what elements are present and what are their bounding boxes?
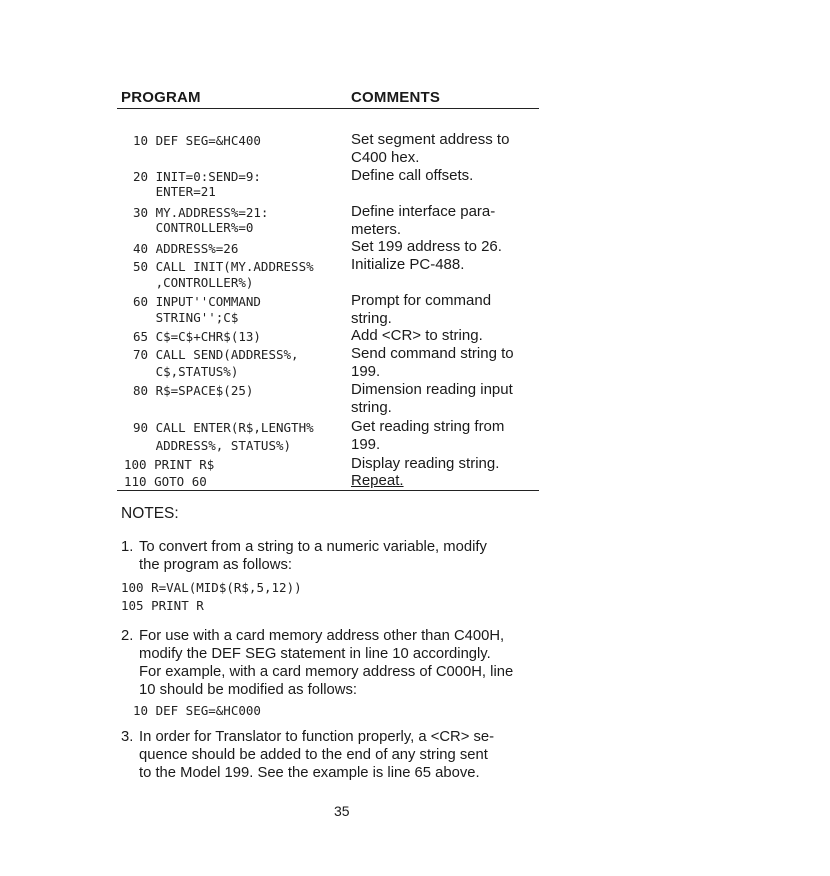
note-3-line-1: In order for Translator to function properly, a <CR> se- — [139, 729, 495, 745]
note-3-number: 3. — [121, 729, 134, 745]
note-1-code-1: 100 R=VAL(MID$(R$,5,12)) — [121, 580, 302, 595]
note-2-line-2: modify the DEF SEG statement in line 10 accordingly. — [139, 646, 491, 662]
code-line-20a: 20 INIT=0:SEND=9: — [133, 169, 261, 184]
note-2-line-3: For example, with a card memory address of C000H, line — [139, 664, 514, 680]
code-line-65: 65 C$=C$+CHR$(13) — [133, 329, 261, 344]
comment-line-100: Display reading string. — [351, 455, 500, 472]
code-line-20b: ENTER=21 — [133, 184, 216, 199]
comment-line-110: Repeat. — [351, 472, 404, 489]
comment-line-60a: Prompt for command — [351, 292, 492, 309]
table-bottom-rule — [117, 490, 539, 491]
code-line-60a: 60 INPUT''COMMAND — [133, 294, 261, 309]
comments-column-header: COMMENTS — [351, 89, 441, 106]
code-line-90a: 90 CALL ENTER(R$,LENGTH% — [133, 420, 314, 435]
notes-title: NOTES: — [121, 505, 179, 522]
code-line-80: 80 R$=SPACE$(25) — [133, 383, 254, 398]
code-line-110: 110 GOTO 60 — [124, 474, 207, 489]
note-1-line-1: To convert from a string to a numeric variable, modify — [139, 539, 487, 555]
note-1-line-2: the program as follows: — [139, 557, 292, 573]
note-2-number: 2. — [121, 628, 134, 644]
comment-line-65: Add <CR> to string. — [351, 327, 483, 344]
comment-line-10a: Set segment address to — [351, 131, 510, 148]
comment-line-20: Define call offsets. — [351, 167, 474, 184]
comment-line-40: Set 199 address to 26. — [351, 238, 502, 255]
note-3-line-3: to the Model 199. See the example is line 65 above. — [139, 765, 480, 781]
code-line-10: 10 DEF SEG=&HC400 — [133, 133, 261, 148]
note-2-line-1: For use with a card memory address other than C400H, — [139, 628, 505, 644]
comment-line-30a: Define interface para- — [351, 203, 496, 220]
note-2-line-4: 10 should be modified as follows: — [139, 682, 357, 698]
note-2-code-1: 10 DEF SEG=&HC000 — [133, 703, 261, 718]
comment-line-70a: Send command string to — [351, 345, 514, 362]
page-number: 35 — [334, 803, 350, 819]
header-rule — [117, 108, 539, 109]
comment-line-90a: Get reading string from — [351, 418, 505, 435]
comment-line-60b: string. — [351, 310, 392, 327]
code-line-90b: ADDRESS%, STATUS%) — [133, 438, 292, 453]
code-line-30a: 30 MY.ADDRESS%=21: — [133, 205, 269, 220]
code-line-30b: CONTROLLER%=0 — [133, 220, 254, 235]
code-line-100: 100 PRINT R$ — [124, 457, 215, 472]
comment-line-90b: 199. — [351, 436, 381, 453]
comment-line-10b: C400 hex. — [351, 149, 420, 166]
comment-line-30b: meters. — [351, 221, 402, 238]
note-3-line-2: quence should be added to the end of any string sent — [139, 747, 488, 763]
comment-line-80b: string. — [351, 399, 392, 416]
comment-line-50: Initialize PC-488. — [351, 256, 465, 273]
note-1-code-2: 105 PRINT R — [121, 598, 204, 613]
code-line-50a: 50 CALL INIT(MY.ADDRESS% — [133, 259, 314, 274]
code-line-60b: STRING'';C$ — [133, 310, 239, 325]
code-line-70b: C$,STATUS%) — [133, 364, 239, 379]
note-1-number: 1. — [121, 539, 134, 555]
code-line-70a: 70 CALL SEND(ADDRESS%, — [133, 347, 299, 362]
comment-line-80a: Dimension reading input — [351, 381, 513, 398]
code-line-50b: ,CONTROLLER%) — [133, 275, 254, 290]
program-column-header: PROGRAM — [121, 89, 201, 106]
code-line-40: 40 ADDRESS%=26 — [133, 241, 239, 256]
comment-line-70b: 199. — [351, 363, 381, 380]
